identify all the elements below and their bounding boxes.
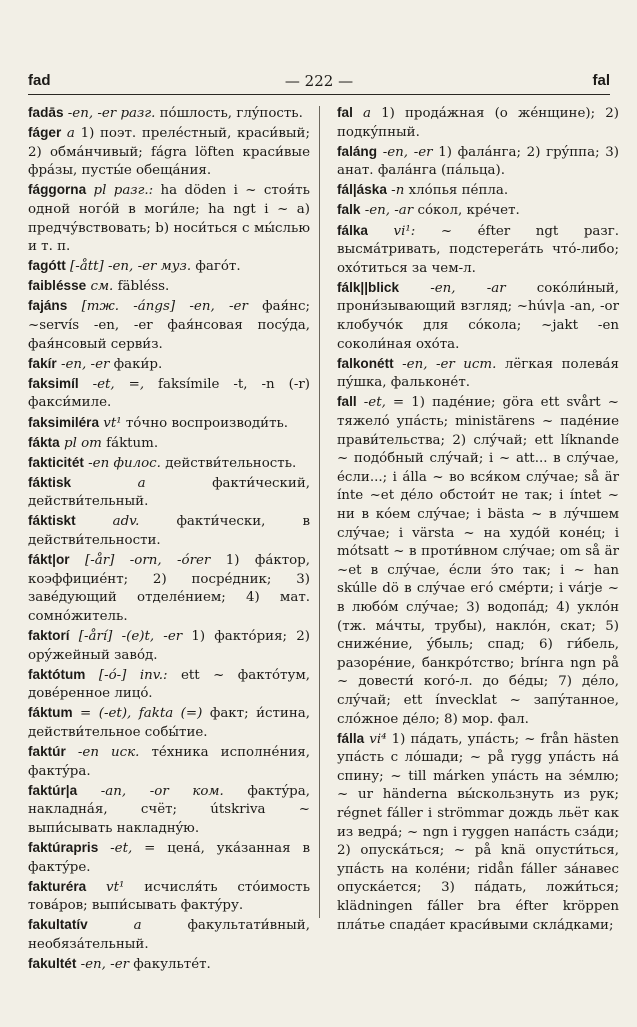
grammar-note: [-årí] -(e)t, -er: [69, 629, 192, 645]
dictionary-entry: [28, 257, 310, 277]
dictionary-entry: [28, 666, 310, 704]
definition-text: фая́нс; ~servís -en, -er фая́нсовая посýда, фая́нсовый серви́з.: [28, 299, 310, 352]
headword: fadās: [28, 105, 64, 120]
dictionary-entry: [28, 627, 310, 665]
grammar-note: -et, =: [98, 841, 168, 857]
page-number: — 222 —: [284, 72, 354, 90]
definition-text: ett ~ фактóтум, довéренное лицó.: [28, 667, 311, 702]
dictionary-entry: [28, 181, 310, 256]
grammar-note: a: [352, 106, 382, 121]
dictionary-entry: [28, 124, 310, 181]
dictionary-entry: [28, 277, 310, 297]
dictionary-entry: [28, 743, 310, 781]
header-right-guide-word: fal: [592, 72, 610, 89]
definition-text: исчисля́ть стóимость товáров; выпи́сывать фактýру.: [28, 879, 310, 914]
definition-text: 1) пáдать, упáсть; ~ från hästen упáсть с лóшади; ~ på rygg упáсть нá спину; ~ till márken упáсть на зéмлю; ~ ur händerna вы́скользнуть из рук; régnet fáller i strömmar дождь льёт как из ведрá; ~ ngn i ryggen напáсть сзáди; 2) опускáться; ~ på knä опусти́ться, упáсть на колéни; ridån fáller зáнавес опускáется; 3) пáдать, ложи́ться; klädningen fáller bra éfter kröppen плáтье спадáет краси́выми склáдками;: [337, 731, 619, 933]
definition-text: фагóт.: [195, 259, 241, 275]
grammar-note: -en, -ar: [360, 203, 418, 219]
grammar-note: pl om: [59, 435, 107, 451]
grammar-note: vt¹: [99, 415, 126, 431]
grammar-note: -an, -or ком.: [77, 783, 248, 799]
grammar-note: [-ó-] inv.:: [85, 667, 181, 683]
header-left-guide-word: fad: [28, 72, 51, 89]
grammar-note: -et, =,: [78, 376, 159, 392]
headword: fálka: [337, 222, 368, 238]
definition-text: факультати́вный, необязáтельный.: [28, 918, 310, 953]
headword: faksimiléra: [28, 414, 100, 430]
definition-text: хлóпья пéпла.: [408, 183, 509, 199]
headword: faktótum: [28, 666, 86, 682]
grammar-note: -en иск.: [65, 745, 152, 761]
definition-text: ha döden i ~ стоя́ть одной ногóй в моги́ле; ha ngt i ~ а) предчýвствовать; b) носи́ться с мы́слью и т. п.: [28, 183, 310, 255]
definition-text: ~ éfter ngt разг. высмáтривать, подстерегáть чтó-либо; охóтиться за чем-л.: [337, 223, 619, 276]
dictionary-entry: [337, 355, 619, 393]
dictionary-entry: [28, 551, 310, 626]
headword: faktúr|a: [28, 782, 78, 798]
grammar-note: = (-et), fakta (=): [72, 706, 210, 722]
dictionary-entry: [337, 393, 619, 729]
grammar-note: a: [87, 918, 188, 934]
headword: fálla: [337, 730, 365, 746]
definition-text: fäbléss.: [117, 279, 170, 295]
definition-text: факультéт.: [133, 957, 211, 973]
dictionary-entry: [337, 143, 619, 181]
dictionary-entry: [28, 878, 310, 916]
grammar-note: [-år] -orn, -órer: [69, 553, 226, 569]
headword: fággorna: [28, 182, 87, 198]
headword: fagótt: [28, 258, 66, 274]
definition-text: тéхника исполнéния, фактýра.: [28, 745, 310, 779]
headword: falk: [337, 202, 361, 218]
grammar-note: [тж. -ángs] -en, -er: [67, 299, 263, 315]
headword: fáktum: [28, 705, 73, 721]
headword: falkonétt: [337, 355, 394, 371]
grammar-note: adv.: [75, 514, 177, 530]
grammar-note: -en, -er ист.: [393, 356, 505, 372]
definition-text: пóшлость, глýпость.: [159, 106, 303, 121]
headword: fakír: [28, 355, 57, 371]
definition-text: сóкол, крéчет.: [417, 203, 520, 219]
headword: fakticitét: [28, 454, 84, 470]
dictionary-entry: [28, 104, 310, 124]
definition-text: 1) фактóрия; 2) орýжейный завóд.: [28, 629, 310, 663]
definition-text: ценá, укáзанная в фактýре.: [28, 841, 310, 875]
definition-text: 1) фáктор, коэффициéнт; 2) посрéдник; 3) завéдующий отделéнием; 4) мат. сомнóжитель.: [28, 553, 310, 624]
dictionary-entry: [28, 355, 310, 375]
dictionary-entry: [337, 104, 619, 142]
definition-text: 1) продáжная (о жéнщине); 2) подкýпный.: [337, 106, 620, 140]
headword: fálk||blick: [337, 279, 400, 295]
definition-text: тóчно воспроизводи́ть.: [125, 415, 289, 431]
grammar-note: -en, -er: [76, 957, 134, 973]
headword: fáger: [28, 125, 62, 141]
dictionary-entry: [28, 704, 310, 742]
definition-text: действи́тельность.: [165, 455, 297, 471]
headword: faktúrapris: [28, 840, 99, 856]
headword: fákt|or: [28, 552, 70, 568]
headword: faiblésse: [28, 278, 87, 294]
dictionary-entry: [28, 434, 310, 454]
grammar-note: см.: [86, 279, 118, 295]
definition-text: факти́чески, в действи́тельности.: [28, 514, 310, 549]
definition-text: факти́ческий, действи́тельный.: [28, 475, 310, 510]
dictionary-entry: [28, 297, 310, 354]
definition-text: 1) падéние; göra ett svårt ~ тяжелó упáсть; ministärens ~ падéние прави́тельства; 2) слýчай; ett líknande ~ подóбный слýчай; i ~ att... в слýчае, éсли...; i álla ~ во вся́ком слýчае; så är ínte ~et дéло обстои́т не так; i íntet ~ ни в кóем слýчае; i bästa ~ в лýчшем слýчае; i värsta ~ на худóй конéц; i mótsatt ~ в проти́вном слýчае; om så är ~et в слýчае, éсли э́то так; i ~ han skúlle dö в слýчае егó смéрти; i várje ~ в любóм слýчае; 3) водопáд; 4) уклóн (тж. мáчты, трубы), наклóн, скат; 5) снижéние, ýбыль; спад; 6) ги́бель, разорéние, банкрóтство; bríнга ngn på ~ довести́ когó-л. до бéды; 7) дéло, слýчай; ett ínvecklat ~ запýтанное, слóжное дéло; 8) мор. фал.: [337, 395, 619, 727]
grammar-note: pl разг.:: [86, 183, 161, 199]
grammar-note: -en, -er: [56, 356, 114, 372]
grammar-note: vi¹:: [367, 223, 441, 239]
definition-text: фактýра, накладнáя, счёт; útskriva ~ выпи́сывать накладнýю.: [28, 783, 310, 836]
definition-text: сокóли́ный, прони́зывающий взгляд; ~húv|a -an, -or клобучóк для сóкола; ~jakt -en соколи́ная охóта.: [337, 280, 619, 352]
page-header: [28, 70, 610, 95]
headword: fál|áska: [337, 182, 387, 198]
headword: faksimíl: [28, 375, 79, 391]
headword: fáktiskt: [28, 513, 76, 529]
grammar-note: -en филос.: [83, 455, 166, 471]
headword: fakultatív: [28, 917, 88, 933]
headword: fakturéra: [28, 878, 87, 894]
right-column: [337, 104, 619, 936]
dictionary-entry: [28, 375, 310, 413]
headword: faláng: [337, 143, 378, 159]
dictionary-entry: [28, 474, 310, 512]
headword: faktorí: [28, 628, 70, 644]
grammar-note: a: [61, 126, 81, 142]
grammar-note: -en, -er: [377, 144, 439, 160]
dictionary-entry: [337, 730, 619, 936]
definition-text: факт; и́стина, действи́тельное собы́тие.: [28, 706, 311, 740]
grammar-note: [-ått] -en, -er муз.: [65, 259, 196, 275]
definition-text: 1) поэт. прелéстный, краси́вый; 2) обмáнчивый; fágra löften краси́вые фрáзы, пусты́е обещáния.: [28, 126, 310, 179]
dictionary-entry: [28, 955, 310, 975]
definition-text: 1) фалáнга; 2) грýппа; 3) анат. фалáнга (пáльца).: [337, 144, 619, 179]
grammar-note: -en, -er разг.: [63, 106, 160, 121]
headword: fákta: [28, 434, 60, 450]
grammar-note: -et, =: [356, 395, 412, 411]
grammar-note: vt¹: [86, 879, 145, 895]
headword: fajáns: [28, 298, 68, 314]
headword: fáktisk: [28, 474, 72, 490]
definition-text: факи́р.: [113, 356, 163, 372]
grammar-note: a: [71, 475, 213, 491]
grammar-note: vi⁴: [364, 731, 392, 747]
dictionary-entry: [28, 916, 310, 954]
left-column: [28, 104, 310, 975]
dictionary-entry: [337, 181, 619, 201]
dictionary-entry: [337, 201, 619, 221]
headword: fall: [337, 394, 357, 410]
dictionary-entry: [28, 512, 310, 550]
dictionary-entry: [28, 454, 310, 474]
dictionary-entry: [28, 782, 310, 839]
column-divider: [319, 106, 320, 918]
definition-text: лёгкая полевáя пýшка, фальконéт.: [337, 356, 619, 391]
grammar-note: -n: [386, 183, 409, 199]
headword: fakultét: [28, 956, 77, 972]
dictionary-entry: [337, 279, 619, 354]
headword: faktúr: [28, 744, 66, 760]
definition-text: faksímile -t, -n (-r) факси́миле.: [28, 376, 310, 411]
dictionary-entry: [28, 414, 310, 434]
grammar-note: -en, -ar: [399, 280, 537, 296]
dictionary-entry: [337, 222, 619, 279]
dictionary-entry: [28, 839, 310, 877]
headword: fal: [337, 105, 353, 120]
definition-text: fáktum.: [106, 435, 159, 451]
